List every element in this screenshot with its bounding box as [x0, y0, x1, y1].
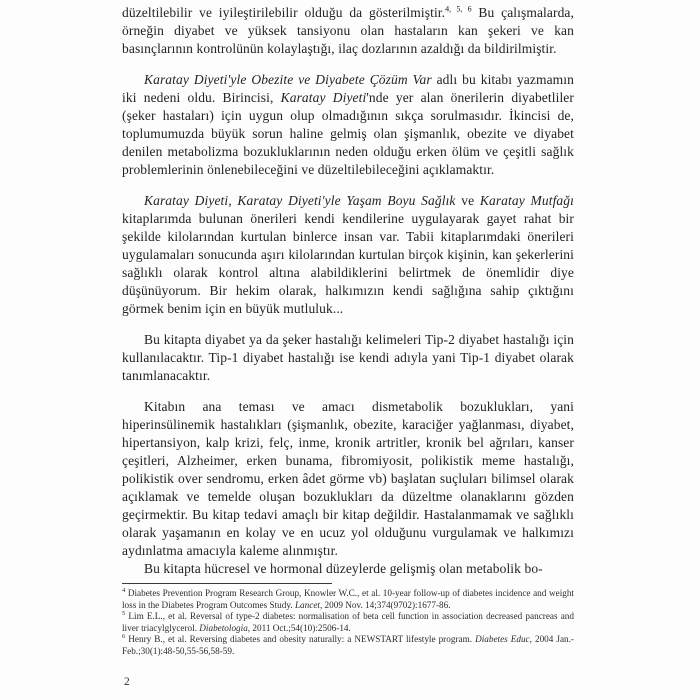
- paragraph-text: kitaplarımda bulunan önerileri kendi kendilerine uygulayarak gayet rahat bir şekilde kilolarından kurtulan binlerce insan var. Tabii kitaplarımdaki önerileri uygulamaları sonucunda aşırı kilolarından kurtulan birçok kişinin, kan şekerlerini sağlıklı olarak kontrol altına alabildiklerini belirtmek de önemlidir diye düşünüyorum. Bir hekim olarak, halkımızın kendi sağlığına sahip çıktığını görmek benim için en büyük mutluluk...: [122, 211, 574, 316]
- paragraph-text: Bu çalışmalarda, örneğin diyabet ve yüksek tansiyonu olan hastaların kan şekeri ve kan basınçlarının kontrolünün kolaylaştığı, ilaç dozlarının azaldığı da bildirilmiştir.: [122, 5, 574, 56]
- footnotes-section: [122, 583, 574, 657]
- footnote-5: [122, 611, 574, 634]
- paragraph-text: düzeltilebilir ve iyileştirilebilir olduğu da gösterilmiştir.: [122, 5, 446, 20]
- footnote-6: [122, 634, 574, 657]
- paragraph-metabolic-start: [122, 560, 574, 578]
- footnote-reference-marker: 4, 5, 6: [445, 4, 472, 14]
- book-title-italic: Karatay Diyeti: [280, 90, 367, 105]
- book-title-italic: Karatay Mutfağı: [479, 193, 574, 208]
- paragraph-book-purpose: [122, 71, 574, 179]
- paragraph-text: Bu kitapta hücresel ve hormonal düzeylerde gelişmiş olan metabolik bo-: [144, 561, 543, 576]
- paragraph-text: ve: [455, 193, 480, 208]
- paragraph-main-theme: [122, 398, 574, 560]
- footnote-4: [122, 588, 574, 611]
- footnote-number: 5: [122, 609, 126, 617]
- footnote-text: , 2011 Oct.;54(10):2506-14.: [247, 622, 351, 633]
- body-text-block: [122, 4, 574, 578]
- book-title-italic: Karatay Diyeti'yle Obezite ve Diyabete Çözüm Var: [144, 72, 432, 87]
- footnote-text: Lim E.L., et al. Reversal of type-2 diabetes: normalisation of beta cell function in association decreased pancreas and liver triacylglycerol.: [122, 611, 574, 633]
- footnote-text: Diabetes Prevention Program Research Group, Knowler W.C., et al. 10-year follow-up of diabetes incidence and weight loss in the Diabetes Program Outcomes Study.: [122, 588, 574, 610]
- footnote-text: Henry B., et al. Reversing diabetes and obesity naturally: a NEWSTART lifestyle program.: [125, 634, 476, 644]
- journal-name-italic: Diabetologia: [199, 622, 248, 633]
- footnote-text: , 2004 Jan.-Feb.;30(1):48-50,55-56,58-59.: [122, 634, 574, 656]
- paragraph-text: 'nde yer alan önerilerin diyabetliler (şeker hastaları) için uygun olup olmadığının sıkça sorulmasıdır. İkincisi de, toplumumuzda büyük sorun haline gelmiş olan şişmanlık, obezite ve diyabet denilen metabolizma bozukluklarının neden olduğu erken ölüm ve çeşitli sağlık problemlerinin önlenebileceğini ve düzeltilebileceğini açıklamaktır.: [122, 90, 574, 177]
- page-number: 2: [124, 676, 130, 688]
- paragraph-previous-books: [122, 192, 574, 318]
- footnote-number: 6: [122, 632, 126, 640]
- journal-name-italic: Lancet: [294, 599, 320, 610]
- footnote-text: , 2009 Nov. 14;374(9702):1677-86.: [319, 599, 451, 610]
- paragraph-text: adlı bu kitabı yazmamın iki nedeni oldu. Birincisi,: [122, 72, 574, 105]
- journal-name-italic: Diabetes Educ: [475, 634, 530, 644]
- paragraph-text: Kitabın ana teması ve amacı dismetabolik bozuklukları, yani hiperinsülinemik hastalıkları (şişmanlık, obezite, karaciğer yağlanması, diyabet, hipertansiyon, kalp krizi, felç, inme, kronik artritler, kronik bel ağrıları, kanser çeşitleri, Alzheimer, erken bunama, fibromiyosit, polikistik meme hastalığı, polikistik over sendromu, erken âdet görme vb) başlatan suçluları bilimsel olarak açıklamak ve temelde oluşan bozuklukları da düzeltme olanaklarını gözden geçirmektir. Bu kitap tedavi amaçlı bir kitap değildir. Hastalanmamak ve sağlıklı olarak yaşamanın en kolay ve en ucuz yol olduğunu vurgulamak ve halkımızı aydınlatma amacıyla kaleme alınmıştır.: [122, 399, 574, 558]
- book-title-italic: Karatay Diyeti, Karatay Diyeti'yle Yaşam Boyu Sağlık: [144, 193, 456, 208]
- footnote-number: 4: [122, 586, 126, 594]
- paragraph-diabetes-terminology: [122, 331, 574, 385]
- footnote-separator-rule: [122, 583, 332, 584]
- paragraph-intro-continuation: [122, 4, 574, 58]
- paragraph-text: Bu kitapta diyabet ya da şeker hastalığı kelimeleri Tip-2 diyabet hastalığı için kullanılacaktır. Tip-1 diyabet hastalığı ise kendi adıyla yani Tip-1 diyabet olarak tanımlanacaktır.: [122, 332, 574, 383]
